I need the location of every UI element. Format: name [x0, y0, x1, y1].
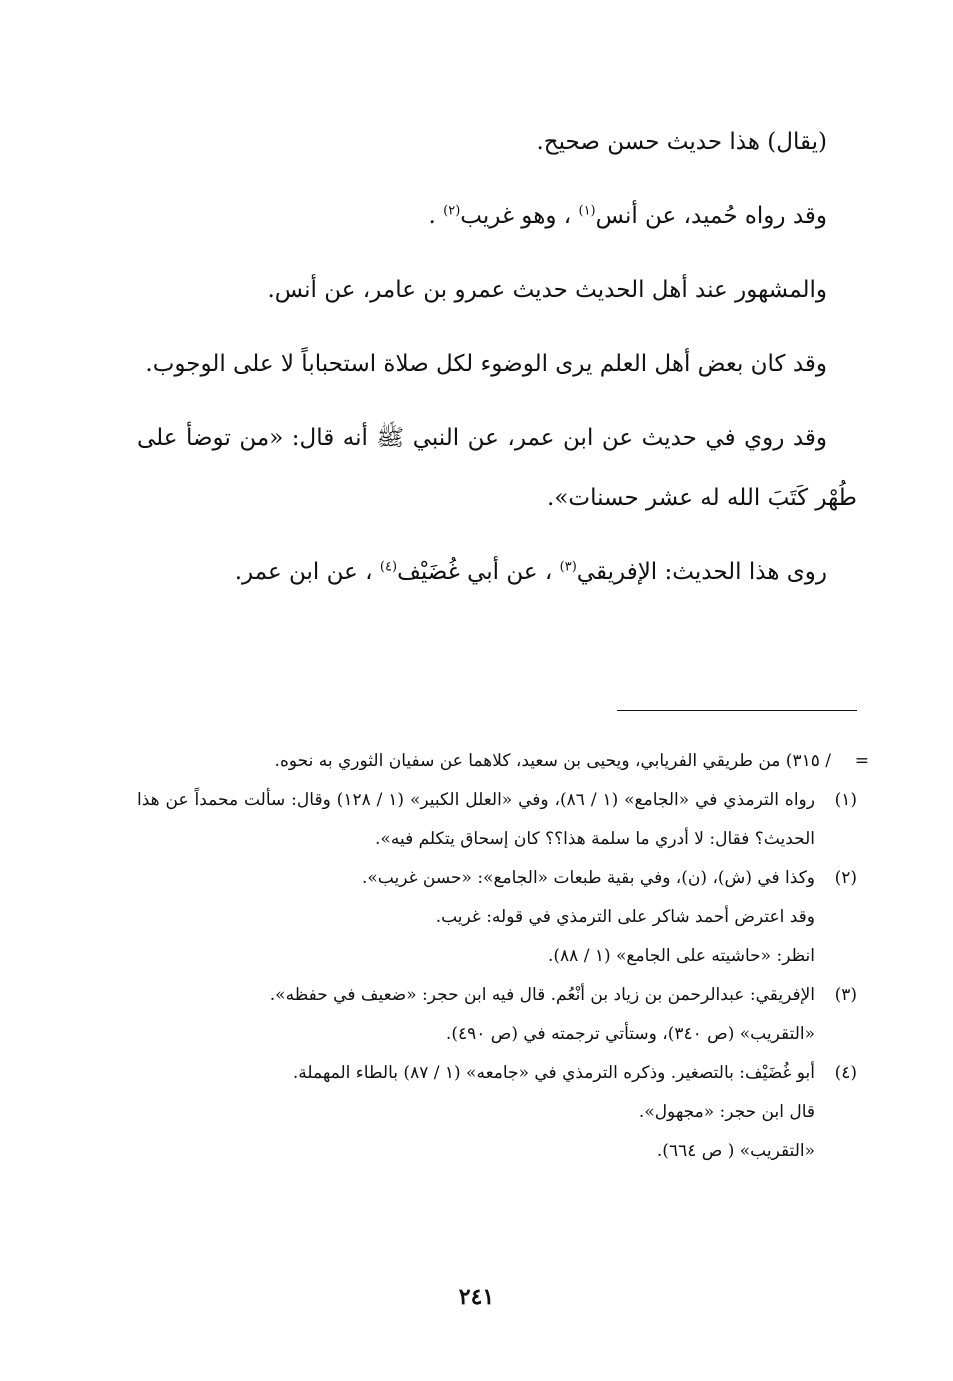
footnote-ref-3[interactable]: (٣)	[559, 559, 577, 575]
paragraph-3: والمشهور عند أهل الحديث حديث عمرو بن عامر، عن أنس.	[267, 277, 827, 303]
paragraph-6	[137, 542, 857, 602]
paragraph-1: (يقال) هذا حديث حسن صحيح.	[536, 129, 827, 155]
footnote-separator	[617, 710, 857, 711]
main-text	[137, 112, 857, 616]
footnote-3-number: (٣)	[834, 985, 857, 1005]
paragraph-2-text-a: وقد رواه حُميد، عن أنس	[595, 203, 827, 229]
footnote-2-number: (٢)	[834, 868, 857, 888]
paragraph-6-text-a: روى هذا الحديث: الإفريقي	[576, 559, 827, 585]
continuation-mark: =	[854, 751, 869, 771]
paragraph-2	[137, 186, 857, 246]
footnote-4-line-3: «التقريب» ( ص ٦٦٤).	[656, 1141, 815, 1161]
footnote-ref-1[interactable]: (١)	[578, 203, 596, 219]
footnote-continuation	[137, 742, 869, 781]
paragraph-2-text-b: ، وهو غريب	[460, 203, 572, 229]
footnote-1	[137, 781, 857, 859]
paragraph-6-text-c: ، عن ابن عمر.	[234, 559, 373, 585]
footnotes	[137, 742, 869, 1171]
paragraph-6-text-b: ، عن أبي غُضَيْف	[397, 559, 553, 585]
page-number: ٢٤١	[458, 1284, 495, 1310]
continuation-text: / ٣١٥) من طريقي الفريابي، ويحيى بن سعيد، كلاهما عن سفيان الثوري به نحوه.	[274, 751, 831, 771]
footnote-1-number: (١)	[834, 790, 857, 810]
paragraph-4: وقد كان بعض أهل العلم يرى الوضوء لكل صلاة استحباباً لا على الوجوب.	[145, 351, 827, 377]
footnote-4-line-1: أبو غُضَيْف: بالتصغير. وذكره الترمذي في «جامعه» (١ / ٨٧) بالطاء المهملة.	[292, 1063, 815, 1083]
footnote-2-line-2: وقد اعترض أحمد شاكر على الترمذي في قوله: غريب.	[435, 907, 815, 927]
footnote-2-line-3: انظر: «حاشيته على الجامع» (١ / ٨٨).	[547, 946, 815, 966]
footnote-2	[137, 859, 857, 976]
paragraph-2-text-c: .	[428, 203, 436, 229]
footnote-1-text: رواه الترمذي في «الجامع» (١ / ٨٦)، وفي «العلل الكبير» (١ / ١٢٨) وقال: سألت محمداً عن هذا الحديث؟ فقال: لا أدري ما سلمة هذا؟؟ كان إسحاق يتكلم فيه».	[137, 790, 815, 849]
footnote-4-number: (٤)	[834, 1063, 857, 1083]
footnote-4-line-2: قال ابن حجر: «مجهول».	[638, 1102, 815, 1122]
footnote-ref-4[interactable]: (٤)	[379, 559, 398, 575]
footnote-2-line-1: وكذا في (ش)، (ن)، وفي بقية طبعات «الجامع»: «حسن غريب».	[362, 868, 815, 888]
footnote-3	[137, 976, 857, 1054]
footnote-3-line-2: «التقريب» (ص ٣٤٠)، وستأتي ترجمته في (ص ٤٩٠).	[445, 1024, 815, 1044]
footnote-ref-2[interactable]: (٢)	[443, 203, 461, 219]
footnote-4	[137, 1054, 857, 1171]
paragraph-5: وقد روي في حديث عن ابن عمر، عن النبي ﷺ أنه قال: «من توضأ على طُهْر كَتَبَ الله له عشر حسنات».	[137, 425, 857, 511]
footnote-3-line-1: الإفريقي: عبدالرحمن بن زياد بن أنْعُم. قال فيه ابن حجر: «ضعيف في حفظه».	[269, 985, 815, 1005]
